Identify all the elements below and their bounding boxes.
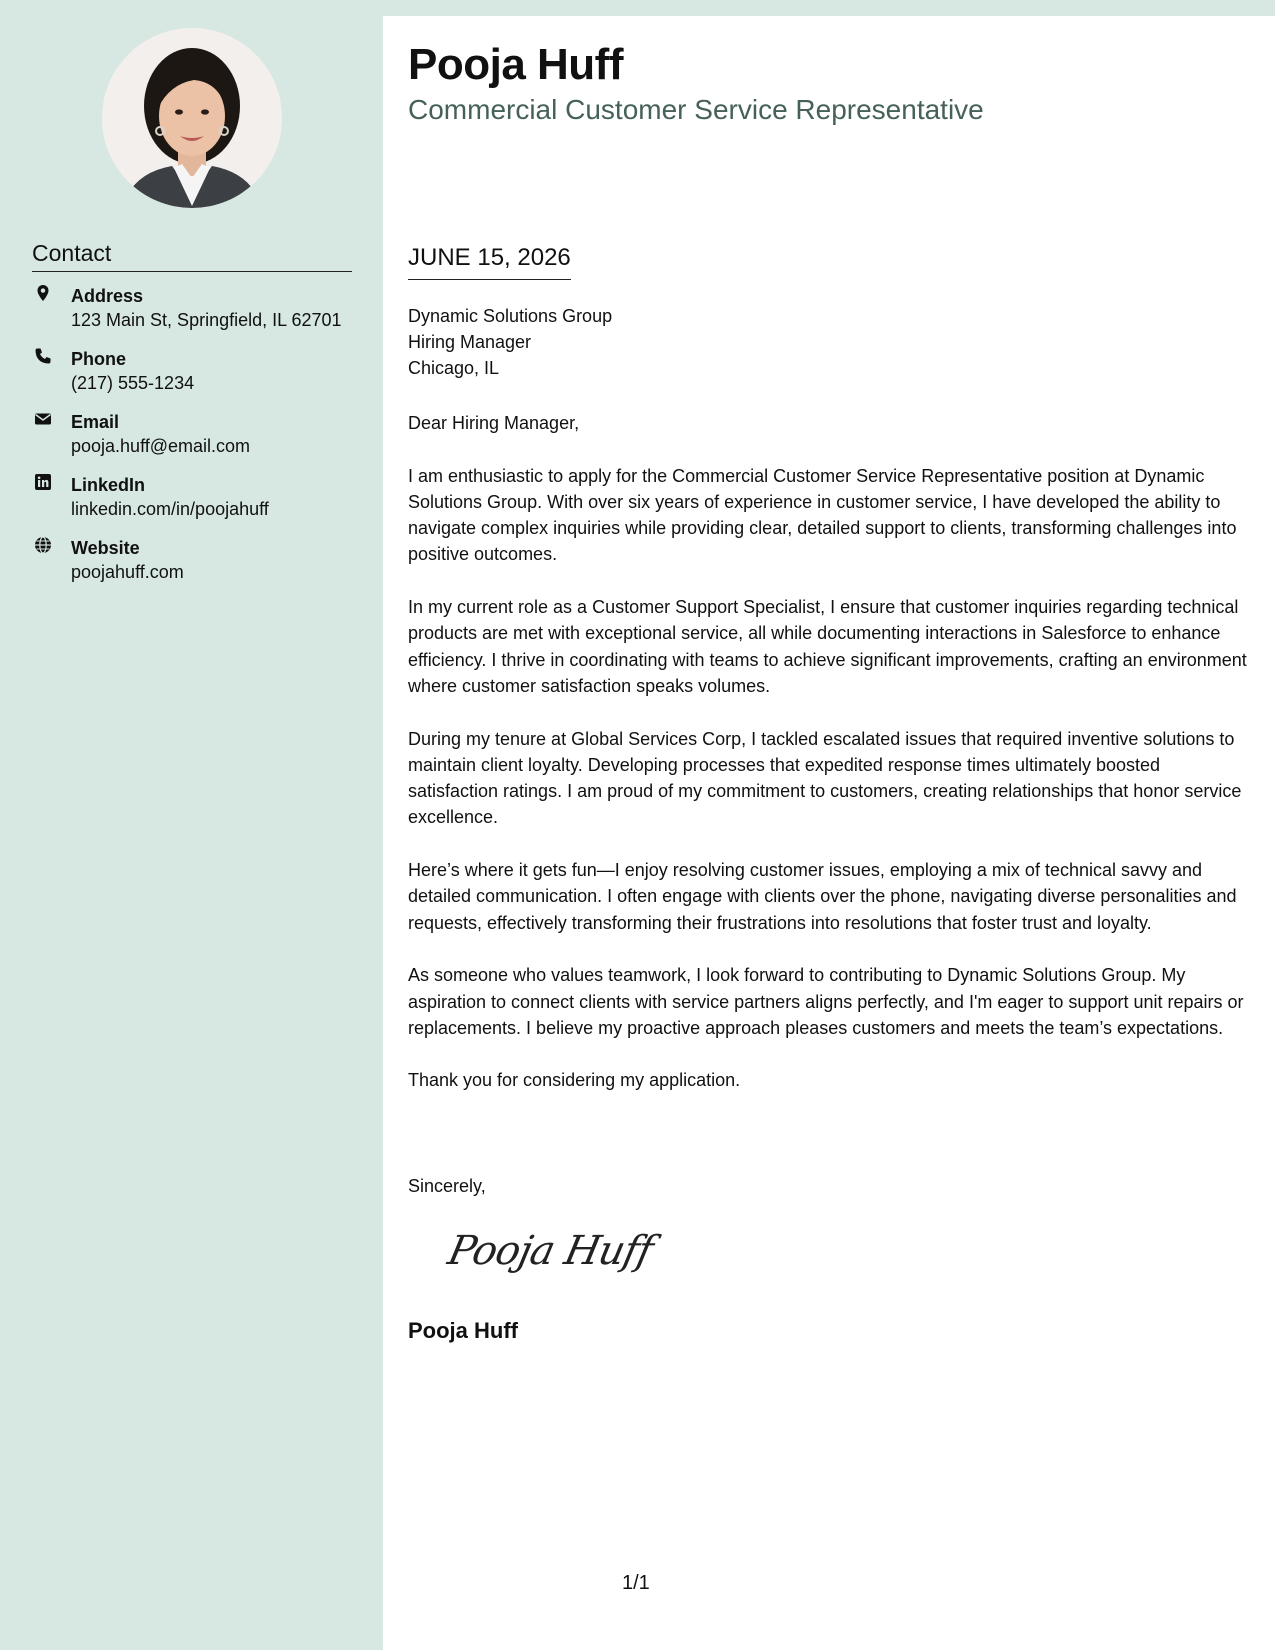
contact-item-linkedin	[32, 471, 372, 534]
applicant-job-title: Commercial Customer Service Representative	[408, 94, 984, 125]
body-paragraph: I am enthusiastic to apply for the Commercial Customer Service Representative position at Dynamic Solutions Group. With over six years of experience in customer service, I have developed the ability to navigate complex inquiries while providing clear, detailed support to clients, transforming challenges into positive outcomes.	[408, 465, 1237, 565]
recipient-company: Dynamic Solutions Group	[408, 306, 613, 326]
signature: Pooja Huff	[444, 1228, 657, 1274]
body-paragraph: During my tenure at Global Services Corp, I tackled escalated issues that required inventive solutions to maintain client loyalty. Developing processes that expedited response times ultimately boosted satisfaction ratings. I am proud of my commitment to customers, creating relationships that honor service excellence.	[408, 728, 1242, 828]
profile-photo	[102, 28, 282, 208]
globe-icon	[34, 536, 52, 554]
contact-value-address: 123 Main St, Springfield, IL 62701	[71, 310, 342, 330]
sidebar	[0, 0, 383, 1650]
contact-value-email: pooja.huff@email.com	[71, 436, 251, 456]
signer-name: Pooja Huff	[408, 1318, 518, 1343]
applicant-name: Pooja Huff	[408, 40, 623, 89]
contact-label: Address	[71, 286, 144, 306]
salutation: Dear Hiring Manager,	[408, 413, 580, 433]
body-paragraph: Here’s where it gets fun—I enjoy resolving customer issues, employing a mix of technical savvy and detailed communication. I often engage with clients over the phone, navigating diverse personalities and requests, effectively transforming their frustrations into resolutions that foster trust and loyalty.	[408, 860, 1237, 933]
body-paragraph: In my current role as a Customer Support Specialist, I ensure that customer inquiries regarding technical products are met with exceptional service, all while documenting interactions in Salesforce to enhance efficiency. I thrive in coordinating with teams to achieve significant improvements, crafting an environment where customer satisfaction speaks volumes.	[408, 597, 1247, 696]
contact-list	[32, 282, 372, 597]
contact-label: Website	[71, 538, 140, 558]
contact-item-phone	[32, 345, 372, 408]
letter-date: JUNE 15, 2026	[408, 244, 571, 280]
contact-item-address	[32, 282, 372, 345]
closing: Sincerely,	[408, 1176, 486, 1196]
body-paragraph: As someone who values teamwork, I look forward to contributing to Dynamic Solutions Group. My aspiration to connect clients with service partners aligns perfectly, and I'm eager to support unit repairs or replacements. I believe my proactive approach pleases customers and meets the team’s expectations.	[408, 965, 1244, 1038]
body-paragraph: Thank you for considering my application.	[408, 1070, 741, 1091]
recipient-block	[408, 303, 1248, 381]
phone-icon	[34, 347, 52, 365]
contact-value-phone: (217) 555-1234	[71, 373, 195, 393]
contact-item-email	[32, 408, 372, 471]
contact-label: Email	[71, 412, 120, 432]
page-number: 1/1	[622, 1572, 650, 1594]
linkedin-icon	[34, 473, 52, 491]
contact-value-linkedin: linkedin.com/in/poojahuff	[71, 499, 269, 519]
recipient-role: Hiring Manager	[408, 332, 532, 352]
recipient-location: Chicago, IL	[408, 358, 500, 378]
contact-label: Phone	[71, 349, 127, 369]
contact-value-website: poojahuff.com	[71, 562, 184, 582]
contact-label: LinkedIn	[71, 475, 146, 495]
envelope-icon	[34, 410, 52, 428]
contact-heading: Contact	[32, 240, 352, 272]
contact-item-website	[32, 534, 372, 597]
map-pin-icon	[34, 284, 52, 302]
letter-body	[408, 410, 1253, 1120]
